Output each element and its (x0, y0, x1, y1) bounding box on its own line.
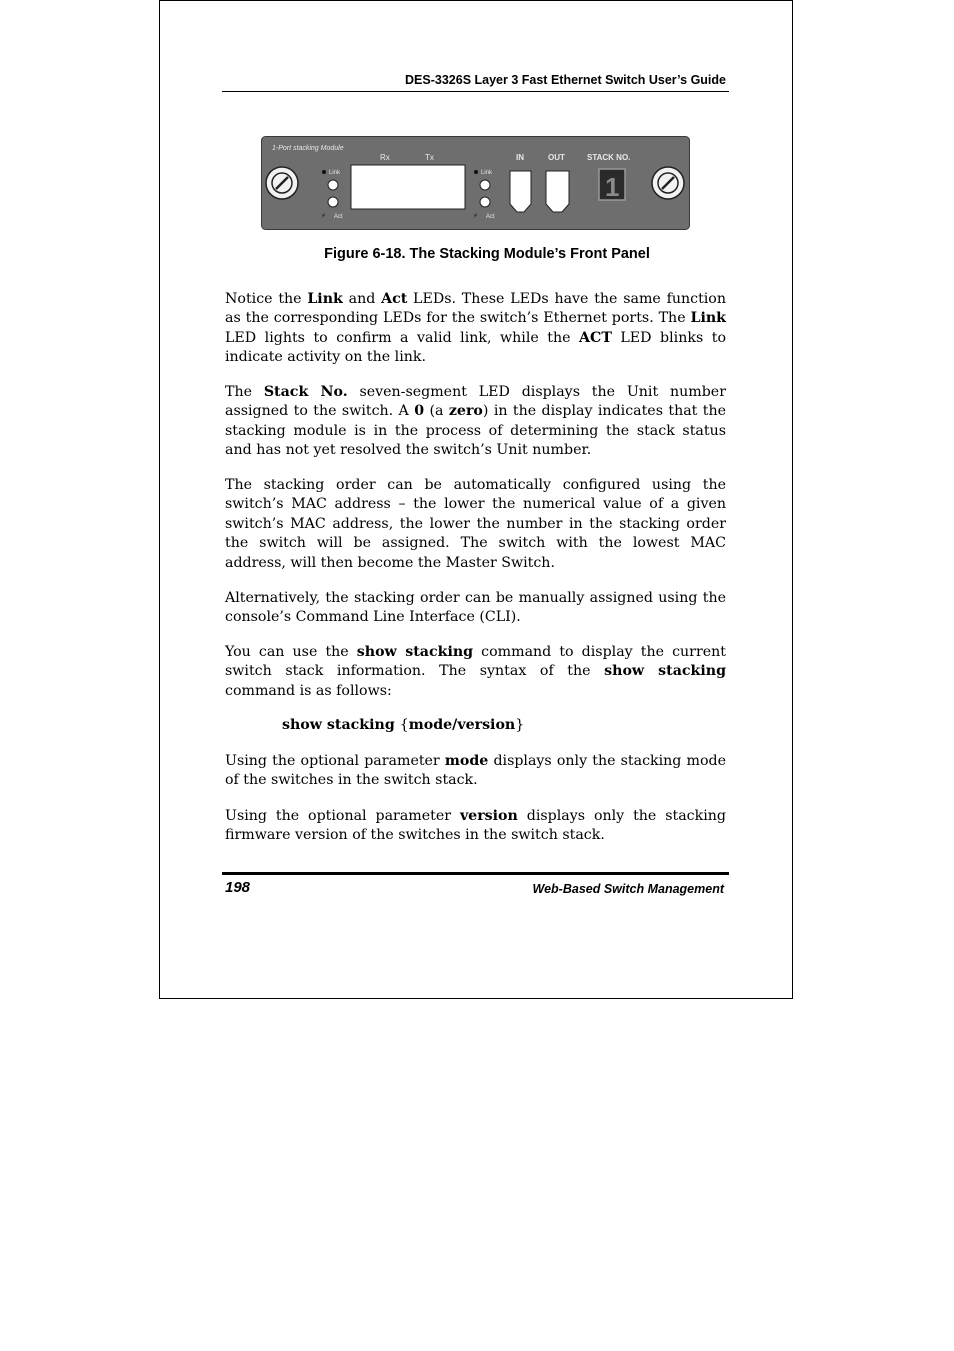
stacking-port (351, 165, 465, 209)
in-port (510, 171, 531, 212)
stack-no-label: STACK NO. (587, 153, 631, 162)
command-syntax: show stacking {mode/version} (282, 717, 525, 733)
act-led-right (480, 197, 490, 207)
link-led-label-left: Link (329, 170, 341, 176)
tx-label: Tx (425, 153, 434, 162)
act-led-label-right: Act (486, 214, 495, 220)
act-led-left (328, 197, 338, 207)
stack-no-digit: 1 (605, 172, 620, 202)
link-led-indicator-right (474, 170, 478, 174)
paragraph-version: Using the optional parameter version displays only the stacking firmware version of the switches in the switch stack. (225, 808, 726, 844)
footer-section-title: Web-Based Switch Management (532, 882, 724, 896)
header-rule (222, 91, 729, 92)
in-label: IN (516, 153, 524, 162)
paragraph-link-act: Notice the Link and Act LEDs. These LEDs have the same function as the corresponding LEDs for the switch’s Ethernet ports. The Link LED lights to confirm a valid link, while the ACT LED blinks to indicate activity on the link. (225, 291, 726, 366)
running-header: DES-3326S Layer 3 Fast Ethernet Switch User’s Guide (405, 73, 726, 87)
link-led-label-right: Link (481, 170, 493, 176)
module-label: 1-Port stacking Module (272, 145, 344, 152)
act-led-label-left: Act (334, 214, 343, 220)
paragraph-stacking-order: The stacking order can be automatically configured using the switch’s MAC address – the lower the numerical value of a given switch’s MAC address, the lower the number in the stacking order the switch will be assigned. The switch with the lowest MAC address, will then become the Master Switch. (225, 477, 726, 571)
footer-rule (222, 872, 729, 875)
rx-label: Rx (380, 153, 390, 162)
link-led-right (480, 180, 490, 190)
paragraph-cli: Alternatively, the stacking order can be manually assigned using the console’s Command Line Interface (CLI). (225, 590, 726, 626)
link-led-indicator-left (322, 170, 326, 174)
stacking-module-front-panel (261, 136, 690, 230)
left-screw-icon (266, 167, 298, 199)
paragraph-show-stacking: You can use the show stacking command to display the current switch stack information. The syntax of the show stacking command is as follows: (225, 644, 726, 699)
link-led-left (328, 180, 338, 190)
out-label: OUT (548, 153, 565, 162)
paragraph-stack-no: The Stack No. seven-segment LED displays the Unit number assigned to the switch. A 0 (a zero) in the display indicates that the stacking module is in the process of determining the stack status and has not yet resolved the switch’s Unit number. (225, 384, 726, 459)
act-led-icon-left: ⚡ (321, 212, 326, 220)
act-led-icon-right: ⚡ (473, 212, 478, 220)
figure-caption: Figure 6-18. The Stacking Module’s Front Panel (324, 246, 650, 262)
right-screw-icon (652, 167, 684, 199)
out-port (546, 171, 569, 212)
paragraph-mode: Using the optional parameter mode displays only the stacking mode of the switches in the switch stack. (225, 753, 726, 789)
page-number: 198 (225, 879, 251, 896)
